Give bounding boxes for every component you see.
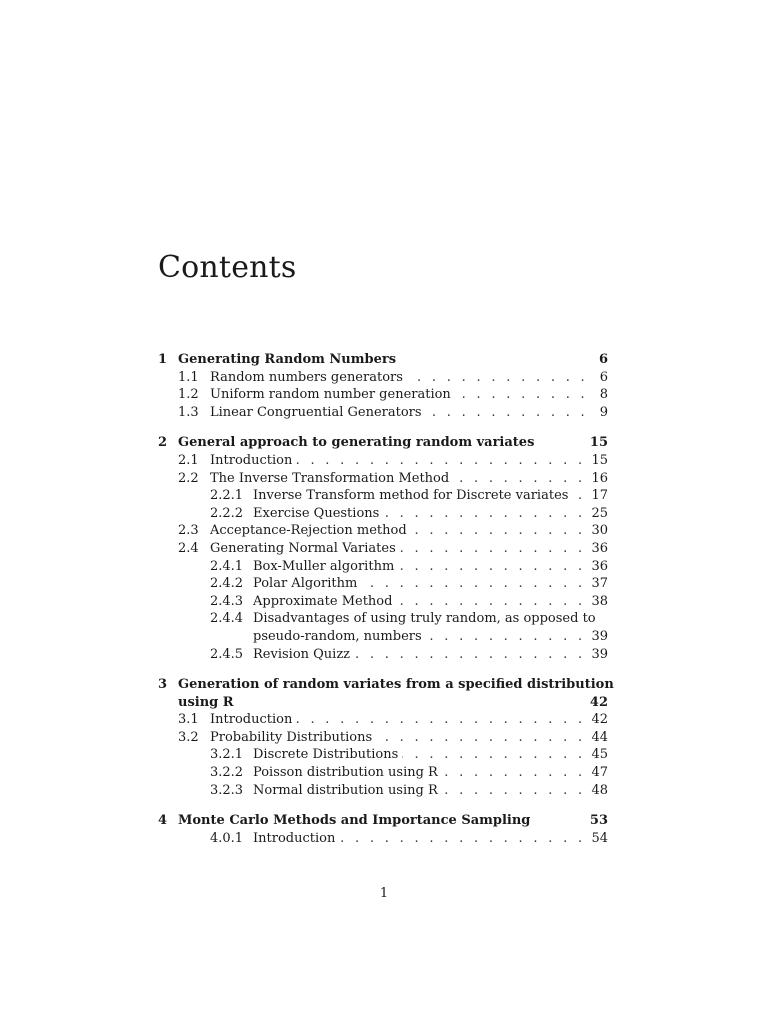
dot-leader <box>442 782 586 800</box>
page-ref: 39 <box>591 646 608 662</box>
toc-section-entry[interactable] <box>158 386 608 404</box>
toc-section-entry[interactable] <box>158 452 608 470</box>
subsection-title-continued: pseudo-random, numbers <box>253 628 422 644</box>
section-number: 1.2 <box>178 387 199 403</box>
dot-leader <box>455 386 588 404</box>
chapter-number: 2 <box>158 435 168 451</box>
toc-section-entry[interactable] <box>158 369 608 387</box>
toc-chapter-1 <box>158 351 608 421</box>
page-ref: 53 <box>589 813 608 829</box>
toc-subsection-entry[interactable] <box>158 487 608 505</box>
page-ref: 39 <box>591 628 608 644</box>
page-title: Contents <box>158 250 297 285</box>
chapter-number: 4 <box>158 813 168 829</box>
page-ref: 44 <box>591 729 608 745</box>
toc-subsection-entry[interactable] <box>158 558 608 576</box>
subsection-title: Revision Quizz <box>253 646 351 662</box>
page-ref: 17 <box>591 488 608 504</box>
page-ref: 42 <box>589 694 608 710</box>
toc-chapter-entry[interactable] <box>158 812 608 830</box>
dot-leader <box>426 404 588 422</box>
toc-subsection-entry[interactable] <box>158 505 608 523</box>
dot-leader <box>400 540 586 558</box>
dot-leader <box>442 764 586 782</box>
dot-leader <box>376 729 585 747</box>
subsection-number: 2.4.2 <box>210 576 244 592</box>
subsection-number: 3.2.1 <box>210 747 244 763</box>
subsection-title: Discrete Distributions <box>253 747 399 763</box>
toc-chapter-entry-continued[interactable] <box>158 694 608 712</box>
subsection-title: Introduction <box>253 830 336 846</box>
toc-chapter-3 <box>158 676 614 799</box>
toc-subsection-entry-continued[interactable] <box>158 628 608 646</box>
dot-leader <box>361 575 585 593</box>
section-number: 1.3 <box>178 404 199 420</box>
page-ref: 6 <box>598 352 608 367</box>
subsection-number: 3.2.3 <box>210 782 244 798</box>
dot-leader <box>296 711 585 729</box>
page-ref: 25 <box>591 505 608 521</box>
toc-subsection-entry[interactable] <box>158 575 608 593</box>
toc-subsection-entry[interactable] <box>158 593 608 611</box>
toc-subsection-entry[interactable] <box>158 782 608 800</box>
subsection-number: 3.2.2 <box>210 765 244 781</box>
section-title: Linear Congruential Generators <box>210 404 422 420</box>
page-ref: 54 <box>591 830 608 846</box>
subsection-title: Normal distribution using R <box>253 782 438 798</box>
section-number: 2.3 <box>178 523 199 539</box>
toc-section-entry[interactable] <box>158 404 608 422</box>
page-ref: 36 <box>591 558 608 574</box>
section-number: 2.2 <box>178 470 199 486</box>
section-number: 1.1 <box>178 369 199 385</box>
subsection-number: 2.4.5 <box>210 646 244 662</box>
section-title: Acceptance-Rejection method <box>210 523 407 539</box>
toc-subsection-entry[interactable] <box>158 610 608 628</box>
chapter-title: Generating Random Numbers <box>178 352 397 367</box>
subsection-number: 2.4.4 <box>210 611 244 627</box>
toc-section-entry[interactable] <box>158 540 608 558</box>
chapter-title-continued: using R <box>178 694 234 710</box>
section-title: The Inverse Transformation Method <box>210 470 450 486</box>
section-number: 2.4 <box>178 540 199 556</box>
subsection-number: 2.4.3 <box>210 593 244 609</box>
dot-leader <box>396 593 585 611</box>
page-ref: 45 <box>591 747 608 763</box>
chapter-title: General approach to generating random variates <box>178 435 535 451</box>
page-ref: 37 <box>591 576 608 592</box>
page-ref: 48 <box>591 782 608 798</box>
page-ref: 15 <box>589 435 608 451</box>
toc-section-entry[interactable] <box>158 711 608 729</box>
chapter-title: Generation of random variates from a specified distribution <box>178 677 614 693</box>
section-number: 2.1 <box>178 452 199 468</box>
dot-leader <box>383 505 585 523</box>
section-number: 3.2 <box>178 729 199 745</box>
chapter-number: 1 <box>158 352 168 367</box>
subsection-number: 2.4.1 <box>210 558 244 574</box>
dot-leader <box>411 522 586 540</box>
section-title: Introduction <box>210 452 293 468</box>
dot-leader <box>339 830 585 848</box>
toc-chapter-entry[interactable] <box>158 434 608 452</box>
section-title: Uniform random number generation <box>210 387 451 403</box>
dot-leader <box>453 470 585 488</box>
subsection-number: 4.0.1 <box>210 830 244 846</box>
toc-section-entry[interactable] <box>158 522 608 540</box>
toc-subsection-entry[interactable] <box>158 764 608 782</box>
subsection-number: 2.2.1 <box>210 488 244 504</box>
page-ref: 6 <box>599 369 608 385</box>
page-ref: 8 <box>599 387 608 403</box>
dot-leader <box>398 558 585 576</box>
subsection-title: Poisson distribution using R <box>253 765 438 781</box>
toc-chapter-entry[interactable] <box>158 676 614 694</box>
page-number: 1 <box>379 886 389 901</box>
dot-leader <box>572 487 585 505</box>
section-number: 3.1 <box>178 712 199 728</box>
section-title: Random numbers generators <box>210 369 403 385</box>
toc-section-entry[interactable] <box>158 470 608 488</box>
toc-chapter-4 <box>158 812 608 847</box>
subsection-title: Disadvantages of using truly random, as opposed to <box>253 611 596 627</box>
subsection-title: Box-Muller algorithm <box>253 558 395 574</box>
subsection-title: Approximate Method <box>253 593 393 609</box>
chapter-number: 3 <box>158 677 168 693</box>
page-ref: 16 <box>591 470 608 486</box>
section-title: Introduction <box>210 712 293 728</box>
page-ref: 30 <box>591 523 608 539</box>
toc-subsection-entry[interactable] <box>158 830 608 848</box>
dot-leader <box>296 452 585 470</box>
page-ref: 9 <box>599 404 608 420</box>
page-ref: 36 <box>591 540 608 556</box>
toc-section-entry[interactable] <box>158 729 608 747</box>
subsection-title: Polar Algorithm <box>253 576 358 592</box>
subsection-title: Exercise Questions <box>253 505 380 521</box>
page-ref: 47 <box>591 765 608 781</box>
dot-leader <box>402 746 585 764</box>
dot-leader <box>426 628 586 646</box>
subsection-title: Inverse Transform method for Discrete variates <box>253 488 569 504</box>
toc-chapter-2 <box>158 434 608 663</box>
section-title: Generating Normal Variates <box>210 540 396 556</box>
subsection-number: 2.2.2 <box>210 505 244 521</box>
page-ref: 38 <box>591 593 608 609</box>
section-title: Probability Distributions <box>210 729 373 745</box>
toc-chapter-entry[interactable] <box>158 351 608 369</box>
table-of-contents <box>158 351 614 860</box>
toc-subsection-entry[interactable] <box>158 746 608 764</box>
dot-leader <box>407 369 588 387</box>
page-ref: 42 <box>591 712 608 728</box>
toc-subsection-entry[interactable] <box>158 646 608 664</box>
page-ref: 15 <box>591 452 608 468</box>
chapter-title: Monte Carlo Methods and Importance Sampling <box>178 813 531 829</box>
dot-leader <box>354 646 585 664</box>
